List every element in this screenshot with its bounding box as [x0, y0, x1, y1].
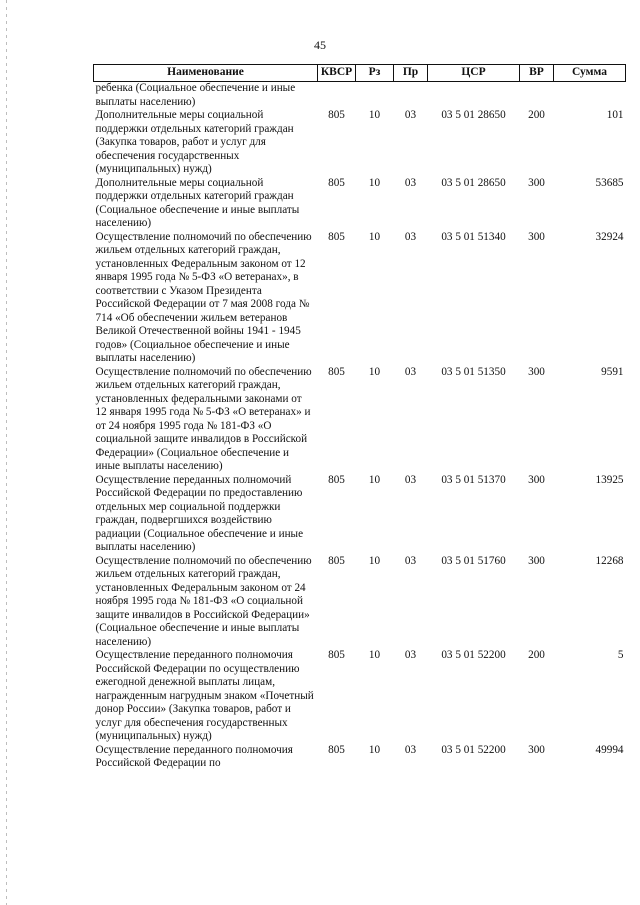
row-vr: 300 — [528, 473, 545, 486]
row-csr: 03 5 01 51370 — [441, 473, 506, 486]
row-name: Осуществление переданного полномочия Российской Федерации по — [95, 743, 293, 769]
row-pr: 03 — [404, 109, 417, 121]
row-rz: 10 — [368, 230, 381, 243]
header-vr: ВР — [520, 65, 554, 82]
row-rz: 10 — [368, 649, 381, 661]
table-row — [94, 82, 626, 110]
row-vr: 200 — [528, 649, 545, 661]
row-csr: 03 5 01 51760 — [441, 554, 506, 567]
header-kvsr: КВСР — [318, 65, 356, 82]
row-name: Осуществление переданных полномочий Российской Федерации по предоставлению отдельных мер социальной поддержки граждан, подвергшихся воздействию радиации (Социальное обеспечение и иные выплаты населению) — [95, 473, 304, 553]
table-row — [94, 744, 626, 771]
row-name: Дополнительные меры социальной поддержки отдельных категорий граждан (Социальное обеспечение и иные выплаты населению) — [95, 176, 300, 229]
row-rz: 10 — [368, 365, 381, 378]
table-row — [94, 474, 626, 555]
table-row — [94, 177, 626, 231]
row-name: ребенка (Социальное обеспечение и иные выплаты населению) — [95, 82, 296, 108]
row-sum: 101 — [606, 109, 624, 121]
row-csr: 03 5 01 52200 — [441, 743, 506, 756]
row-kvsr: 805 — [328, 230, 345, 243]
table-row — [94, 366, 626, 474]
row-csr: 03 5 01 51340 — [441, 230, 506, 243]
row-pr: 03 — [404, 743, 417, 756]
table-row — [94, 231, 626, 366]
row-pr: 03 — [404, 176, 417, 189]
row-csr: 03 5 01 51350 — [441, 365, 506, 378]
row-vr — [520, 82, 554, 110]
row-sum: 5 — [617, 649, 624, 661]
row-csr: 03 5 01 28650 — [441, 176, 506, 189]
row-vr: 300 — [528, 743, 545, 756]
row-name: Осуществление полномочий по обеспечению жильем отдельных категорий граждан, установленных Федеральным законом от 12 января 1995 года № 5-ФЗ «О ветеранах», в соответствии с Указом Президента Российской Федерации от 7 мая 2008 года № 714 «Об обеспечении жильем ветеранов Великой Отечественной войны 1941 - 1945 годов» (Социальное обеспечение и иные выплаты населению) — [95, 230, 312, 364]
row-rz: 10 — [368, 176, 381, 189]
row-kvsr: 805 — [328, 176, 345, 189]
row-pr — [394, 82, 428, 110]
table-row — [94, 109, 626, 177]
row-vr: 200 — [528, 109, 545, 121]
row-rz: 10 — [368, 109, 381, 121]
row-vr: 300 — [528, 554, 545, 567]
table-row — [94, 649, 626, 744]
row-sum: 49994 — [595, 743, 624, 756]
row-sum: 13925 — [595, 473, 624, 486]
row-csr — [428, 82, 520, 110]
row-name: Осуществление полномочий по обеспечению жильем отдельных категорий граждан, установленных Федеральным законом от 24 ноября 1995 года № 181-ФЗ «О социальной защите инвалидов в Российской Федерации» (Социальное обеспечение и иные выплаты населению) — [95, 554, 312, 648]
row-rz: 10 — [368, 554, 381, 567]
header-name: Наименование — [94, 65, 318, 82]
row-rz: 10 — [368, 743, 381, 756]
row-pr: 03 — [404, 365, 417, 378]
row-vr: 300 — [528, 176, 545, 189]
row-name: Осуществление переданного полномочия Российской Федерации по осуществлению ежегодной денежной выплаты лицам, награжденным нагрудным знаком «Почетный донор России» (Закупка товаров, работ и услуг для обеспечения государственных (муниципальных) нужд) — [95, 649, 314, 742]
row-rz — [356, 82, 394, 110]
header-csr: ЦСР — [428, 65, 520, 82]
row-sum: 12268 — [595, 554, 624, 567]
row-kvsr: 805 — [328, 109, 345, 121]
row-kvsr: 805 — [328, 649, 345, 661]
header-sum: Сумма — [554, 65, 626, 82]
row-kvsr: 805 — [328, 554, 345, 567]
row-pr: 03 — [404, 649, 417, 661]
row-sum: 53685 — [595, 176, 624, 189]
row-pr: 03 — [404, 473, 417, 486]
table-row — [94, 555, 626, 650]
row-kvsr: 805 — [328, 365, 345, 378]
header-pr: Пр — [394, 65, 428, 82]
budget-table — [93, 64, 626, 771]
row-name: Дополнительные меры социальной поддержки отдельных категорий граждан (Закупка товаров, работ и услуг для обеспечения государственных (муниципальных) нужд) — [95, 109, 294, 175]
row-csr: 03 5 01 52200 — [441, 649, 506, 661]
row-vr: 300 — [528, 230, 545, 243]
row-pr: 03 — [404, 554, 417, 567]
row-pr: 03 — [404, 230, 417, 243]
scan-edge-artifact — [6, 0, 7, 905]
row-kvsr: 805 — [328, 743, 345, 756]
row-sum: 32924 — [595, 230, 624, 243]
row-sum — [554, 82, 626, 110]
row-sum: 9591 — [601, 365, 624, 378]
row-kvsr — [318, 82, 356, 110]
row-name: Осуществление полномочий по обеспечению жильем отдельных категорий граждан, установленных федеральными законами от 12 января 1995 года № 5-ФЗ «О ветеранах» и от 24 ноября 1995 года № 181-ФЗ «О социальной защите инвалидов в Российской Федерации» (Социальное обеспечение и иные выплаты населению) — [95, 365, 312, 472]
row-rz: 10 — [368, 473, 381, 486]
table-header-row — [94, 65, 626, 82]
page-number: 45 — [314, 38, 326, 52]
header-rz: Рз — [356, 65, 394, 82]
row-kvsr: 805 — [328, 473, 345, 486]
row-vr: 300 — [528, 365, 545, 378]
row-csr: 03 5 01 28650 — [441, 109, 506, 121]
